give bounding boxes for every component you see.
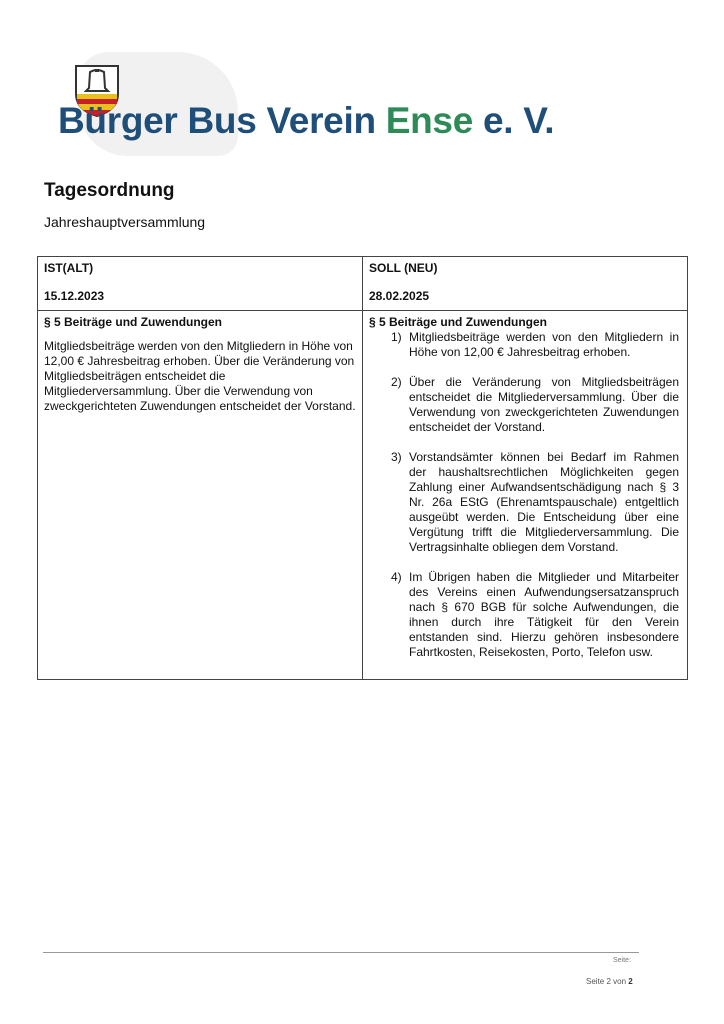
old-text-cell — [38, 311, 363, 680]
comparison-table — [37, 256, 688, 680]
old-section-text: Mitgliedsbeiträge werden von den Mitgliedern in Höhe von 12,00 € Jahresbeitrag erhoben. Über die Veränderung von Mitgliedsbeiträgen entscheidet die Mitgliederversammlung. Über die Verwendung von zweckgerichteten Zuwendungen entscheidet der Vorstand. — [44, 339, 356, 413]
old-section-title: § 5 Beiträge und Zuwendungen — [44, 315, 223, 329]
list-item: 3) Vorstandsämter können bei Bedarf im Rahmen der haushaltsrechtlichen Möglichkeiten gegen Zahlung einer Aufwandsentschädigung nach § 3 Nr. 26a EStG (Ehrenamtspauschale) entgeltlich ausgeübt werden. Die Entscheidung über eine Vergütung trifft die Mitgliederversammlung. Die Vertragsinhalte obliegen dem Vorstand. — [391, 450, 679, 554]
footer-divider — [43, 952, 639, 953]
new-section-list — [369, 330, 681, 660]
new-version-date: 28.02.2025 — [369, 289, 430, 303]
header-cell-old — [38, 257, 363, 311]
list-item: 4) Im Übrigen haben die Mitglieder und Mitarbeiter des Vereins einen Aufwendungsersatzanspruch nach § 670 BGB für solche Aufwendungen, die ihnen durch ihre Tätigkeit für den Verein entstanden sind. Hierzu gehören insbesondere Fahrtkosten, Reisekosten, Porto, Telefon usw. — [391, 570, 679, 659]
old-version-date: 15.12.2023 — [44, 289, 105, 303]
header-cell-new — [363, 257, 688, 311]
new-text-cell — [363, 311, 688, 680]
footer-seite-label: Seite: — [613, 957, 631, 964]
list-item: 2) Über die Veränderung von Mitgliedsbeiträgen entscheidet die Mitgliederversammlung. Über die Verwendung von zweckgerichteten Zuwendungen entscheidet der Vorstand. — [391, 375, 679, 434]
table-body-row — [38, 311, 688, 680]
footer-page-number: Seite 2 von 2 — [586, 977, 633, 986]
old-version-label: IST(ALT) — [44, 261, 94, 275]
brand-name: Bürger Bus Verein Ense e. V. — [58, 100, 555, 141]
table-header-row — [38, 257, 688, 311]
document-title: Tagesordnung — [44, 180, 175, 201]
list-item: 1) Mitgliedsbeiträge werden von den Mitgliedern in Höhe von 12,00 € Jahresbeitrag erhoben. — [391, 330, 679, 359]
new-section-title: § 5 Beiträge und Zuwendungen — [369, 315, 548, 329]
document-subtitle: Jahreshauptversammlung — [44, 214, 206, 230]
new-version-label: SOLL (NEU) — [369, 261, 438, 275]
letterhead — [58, 52, 618, 164]
